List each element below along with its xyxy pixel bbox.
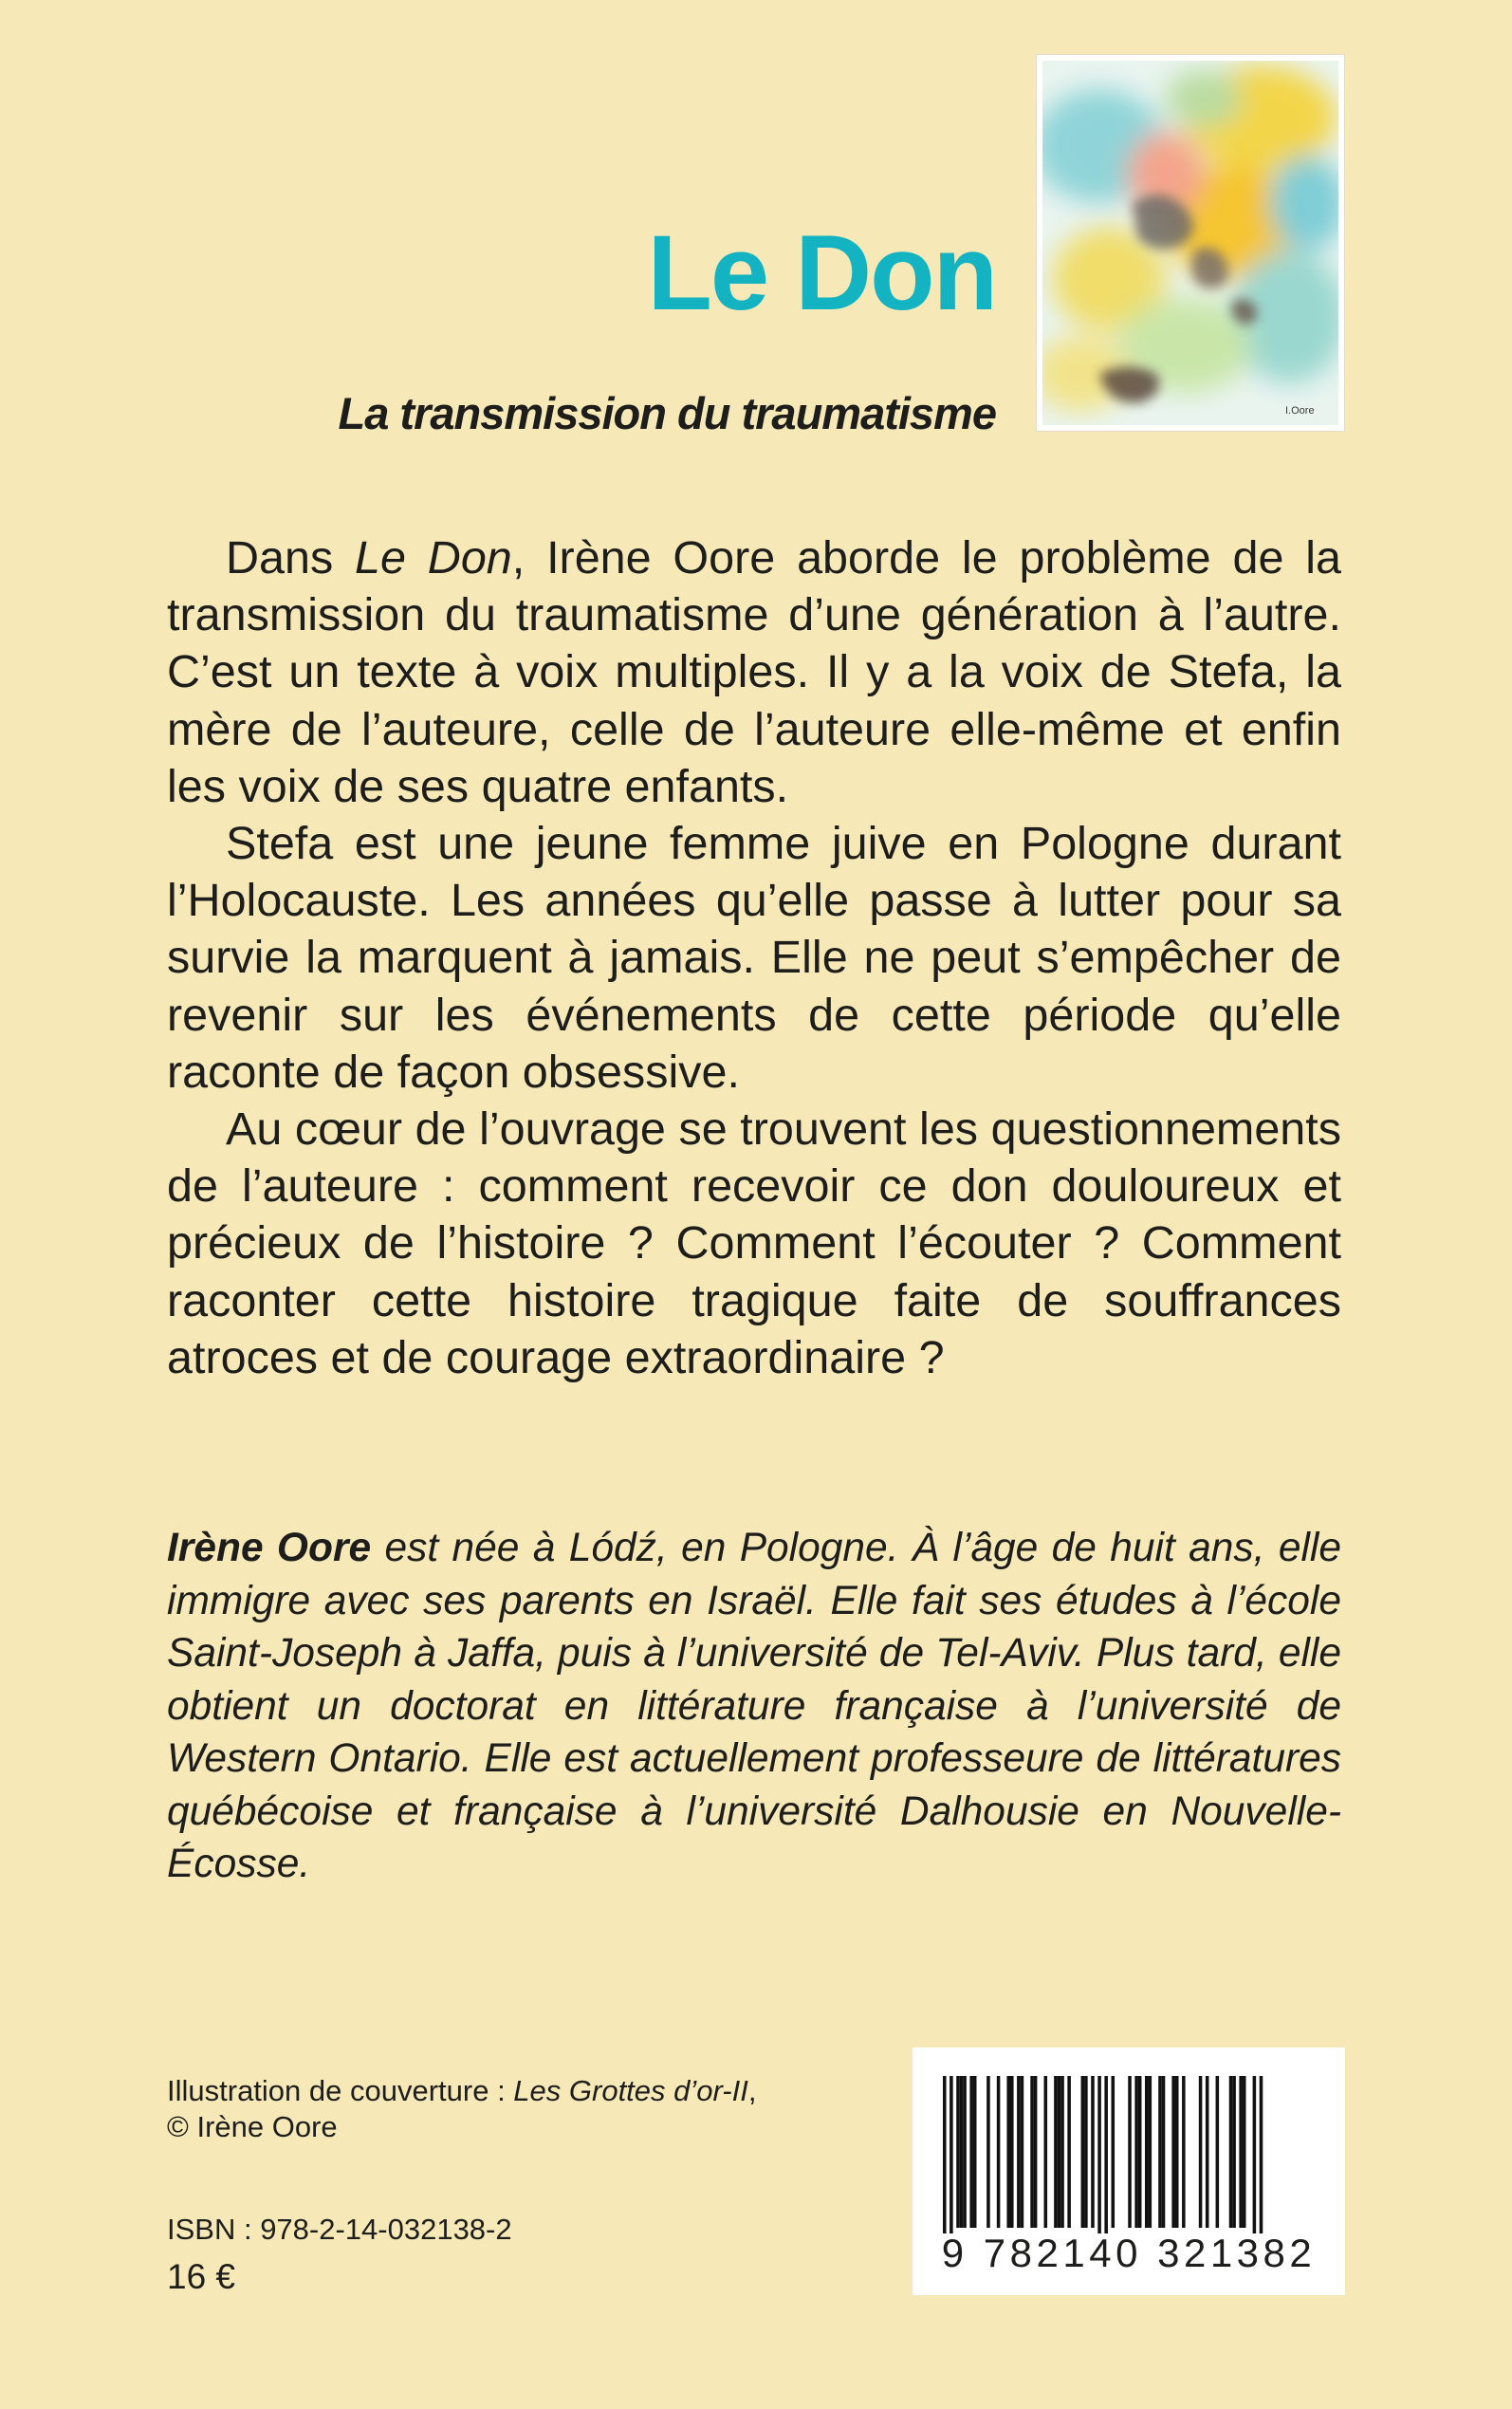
barcode-bar xyxy=(1017,2076,1021,2228)
barcode-bar xyxy=(1145,2076,1149,2228)
barcode-bar xyxy=(1253,2076,1257,2233)
illustration-credit: Illustration de couverture : Les Grottes d’or-II, © Irène Oore xyxy=(167,2074,757,2143)
barcode-bar xyxy=(1006,2076,1010,2228)
barcode-bars xyxy=(913,2048,1345,2233)
cover-illustration xyxy=(1037,55,1344,431)
barcode-bar xyxy=(1112,2076,1116,2228)
barcode-bar xyxy=(1084,2076,1088,2228)
barcode-bar xyxy=(973,2076,977,2228)
summary-paragraph-2: Stefa est une jeune femme juive en Pologne durant l’Holocauste. Les années qu’elle passe à lutter pour sa survie la marquent à jamais. Elle ne peut s’empêcher de revenir sur les événements de cette période qu’elle raconte de façon obsessive. xyxy=(167,818,1341,1098)
barcode-bar xyxy=(1021,2076,1024,2228)
barcode-bar xyxy=(1171,2076,1175,2228)
barcode-bar xyxy=(956,2076,960,2228)
copyright: © Irène Oore xyxy=(167,2110,338,2143)
barcode-bar xyxy=(1034,2076,1038,2228)
barcode-bar xyxy=(950,2076,953,2233)
author-bio xyxy=(167,1522,1341,1891)
author-bio-text: est née à Lódź, en Pologne. À l’âge de huit ans, elle immigre avec ses parents en Israël. Elle fait ses études à l’école Saint-Joseph à Jaffa, puis à l’université de Tel-Aviv. Plus tard, elle obtient un doctorat en littérature française à l’université de Western Ontario. Elle est actuellement professeure de littératures québécoise et française à l’université Dalhousie en Nouvelle-Écosse. xyxy=(167,1526,1341,1886)
author-name: Irène Oore xyxy=(167,1526,372,1570)
barcode-bar xyxy=(1134,2076,1138,2228)
summary-paragraph-1: Dans Le Don, Irène Oore aborde le problème de la transmission du traumatisme d’une génération à l’autre. C’est un texte à voix multiples. Il y a la voix de Stefa, la mère de l’auteure, celle de l’auteure elle-même et enfin les voix de ses quatre enfants. xyxy=(167,532,1341,812)
barcode-bar xyxy=(943,2076,947,2233)
barcode-bar xyxy=(1060,2076,1064,2228)
barcode-bar xyxy=(1175,2076,1179,2228)
barcode-bar xyxy=(1058,2076,1061,2228)
summary-paragraph-3: Au cœur de l’ouvrage se trouvent les questionnements de l’auteure : comment recevoir ce don douloureux et précieux de l’histoire ? Comment l’écouter ? Comment raconter cette histoire tragique faite de souffrances atroces et de courage extraordinaire ? xyxy=(167,1103,1341,1383)
barcode-bar xyxy=(969,2076,973,2228)
barcode-bar xyxy=(1067,2076,1071,2228)
barcode xyxy=(913,2048,1345,2295)
book-title: Le Don xyxy=(647,213,996,332)
isbn: ISBN : 978-2-14-032138-2 xyxy=(167,2213,512,2246)
barcode-bar xyxy=(1128,2076,1132,2228)
barcode-bar xyxy=(1091,2076,1095,2228)
price: 16 € xyxy=(167,2257,236,2296)
barcode-bar xyxy=(1010,2076,1014,2228)
barcode-bar xyxy=(1054,2076,1058,2228)
barcode-bar xyxy=(1097,2076,1101,2233)
barcode-bar xyxy=(1030,2076,1034,2228)
barcode-bar xyxy=(963,2076,967,2228)
barcode-bar xyxy=(1239,2076,1243,2228)
barcode-bar xyxy=(1149,2076,1152,2228)
barcode-bar xyxy=(986,2076,990,2228)
barcode-bar xyxy=(997,2076,1001,2228)
barcode-bar xyxy=(960,2076,964,2228)
artist-signature: I.Oore xyxy=(1285,405,1315,417)
barcode-bar xyxy=(1182,2076,1186,2228)
barcode-bar xyxy=(1138,2076,1142,2228)
barcode-bar xyxy=(1243,2076,1246,2228)
book-title-inline: Le Don xyxy=(355,532,512,584)
book-subtitle: La transmission du traumatisme xyxy=(338,388,996,438)
barcode-bar xyxy=(1044,2076,1048,2228)
watercolor-artwork xyxy=(1042,61,1338,425)
summary-text xyxy=(167,529,1341,1386)
barcode-bar xyxy=(1162,2076,1166,2228)
barcode-bar xyxy=(1158,2076,1162,2228)
artwork-title: Les Grottes d’or-II xyxy=(513,2074,748,2107)
barcode-bar xyxy=(1081,2076,1085,2228)
barcode-bar xyxy=(1104,2076,1108,2233)
barcode-bar xyxy=(1260,2076,1263,2233)
barcode-bar xyxy=(1229,2076,1233,2228)
barcode-digits: 9 782140 321382 xyxy=(941,2231,1317,2275)
barcode-bar xyxy=(1199,2076,1203,2228)
barcode-bar xyxy=(1206,2076,1209,2228)
barcode-bar xyxy=(1232,2076,1236,2228)
barcode-bar xyxy=(1216,2076,1220,2228)
